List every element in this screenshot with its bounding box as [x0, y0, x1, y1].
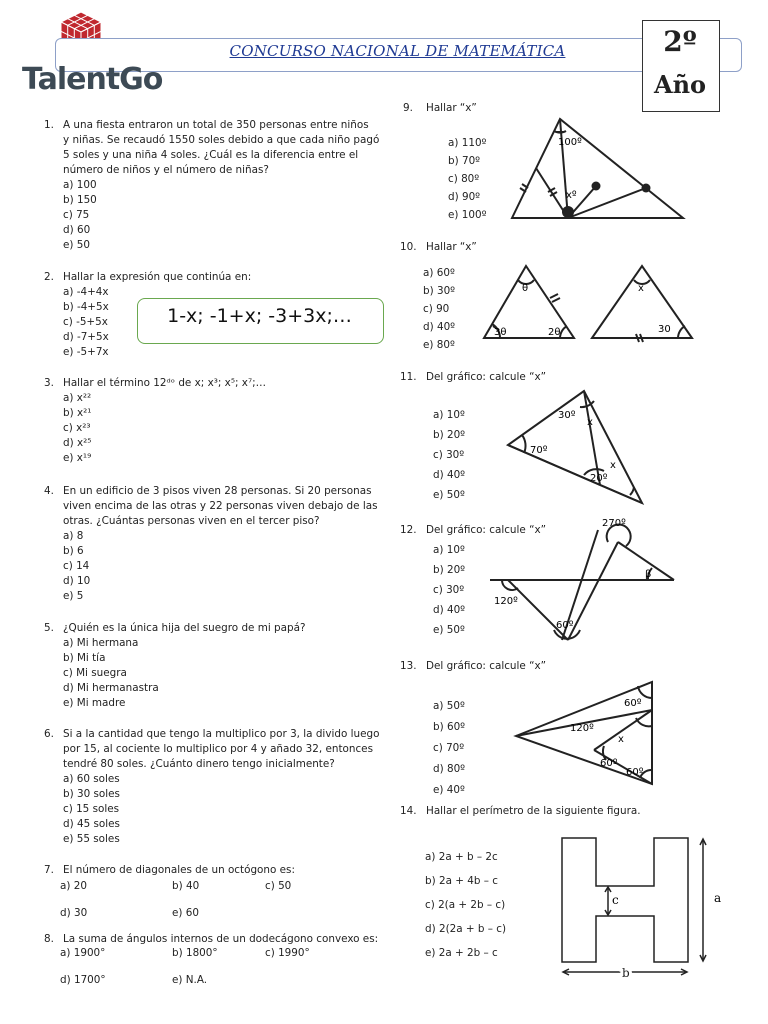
answer-option: e) x¹⁹ — [63, 452, 92, 464]
angle-label: 60º — [624, 698, 642, 709]
answer-option: c) 80º — [448, 173, 480, 185]
grade-word: Año — [653, 70, 707, 99]
answer-option: d) 40º — [433, 604, 466, 616]
question-number: 4. — [44, 485, 54, 497]
figure-q14-h-shape — [556, 830, 726, 985]
question-stem-line: número de niños y el número de niñas? — [63, 164, 269, 176]
answer-option: e) -5+7x — [63, 346, 109, 358]
answer-option: a) 50º — [433, 700, 465, 712]
answer-option: e) 40º — [433, 784, 465, 796]
question-number: 1. — [44, 119, 54, 131]
angle-label: x — [618, 734, 624, 745]
question-4 — [44, 484, 389, 604]
angle-label: β — [645, 569, 652, 580]
answer-option: d) 1700° — [60, 974, 106, 986]
answer-option: d) 30 — [60, 907, 88, 919]
answer-option: e) Mi madre — [63, 697, 126, 709]
answer-option: c) 70º — [433, 742, 465, 754]
question-6 — [44, 727, 389, 847]
angle-label: xº — [566, 190, 577, 201]
answer-option: c) 30º — [433, 449, 465, 461]
answer-option: a) -4+4x — [63, 286, 109, 298]
answer-option: c) 30º — [433, 584, 465, 596]
answer-option: c) 50 — [265, 880, 292, 892]
question-number: 9. — [403, 102, 413, 114]
question-number: 11. — [400, 371, 417, 383]
answer-option: a) 2a + b – 2c — [425, 851, 498, 863]
angle-label: 20º — [590, 473, 608, 484]
answer-option: a) 60 soles — [63, 773, 120, 785]
angle-label: 120º — [570, 723, 594, 734]
question-stem-line: viven encima de las otras y 22 personas viven debajo de las — [63, 500, 378, 512]
answer-option: c) 15 soles — [63, 803, 120, 815]
answer-option: c) x²³ — [63, 422, 91, 434]
question-number: 2. — [44, 271, 54, 283]
answer-option: a) 100 — [63, 179, 97, 191]
question-stem-line: Del gráfico: calcule “x” — [426, 660, 546, 672]
question-stem-line: otras. ¿Cuántas personas viven en el tercer piso? — [63, 515, 320, 527]
angle-label: 60º — [600, 758, 618, 769]
contest-title: CONCURSO NACIONAL DE MATEMÁTICA — [229, 42, 566, 60]
answer-option: e) 50º — [433, 489, 465, 501]
question-number: 13. — [400, 660, 417, 672]
angle-label: θ — [522, 283, 529, 294]
answer-option: b) x²¹ — [63, 407, 92, 419]
answer-option: c) 2(a + 2b – c) — [425, 899, 506, 911]
question-number: 10. — [400, 241, 417, 253]
answer-option: a) x²² — [63, 392, 92, 404]
answer-option: e) 2a + 2b – c — [425, 947, 498, 959]
question-stem-line: El número de diagonales de un octógono es: — [63, 864, 295, 876]
answer-option: d) x²⁵ — [63, 437, 92, 449]
angle-label: 70º — [530, 445, 548, 456]
angle-label: 30 — [658, 324, 671, 335]
answer-option: d) 80º — [433, 763, 466, 775]
angle-label: x — [638, 283, 644, 294]
figure-q12-lines — [490, 512, 680, 647]
answer-option: c) 14 — [63, 560, 90, 572]
answer-option: d) 60 — [63, 224, 91, 236]
answer-option: a) 10º — [433, 409, 465, 421]
question-stem-line: Hallar el perímetro de la siguiente figura. — [426, 805, 641, 817]
answer-option: d) 2(2a + b – c) — [425, 923, 507, 935]
answer-option: a) Mi hermana — [63, 637, 139, 649]
answer-option: b) 1800° — [172, 947, 218, 959]
answer-option: e) N.A. — [172, 974, 208, 986]
question-number: 12. — [400, 524, 417, 536]
answer-option: a) 20 — [60, 880, 87, 892]
answer-option: a) 10º — [433, 544, 465, 556]
answer-option: e) 55 soles — [63, 833, 120, 845]
angle-label: 100º — [558, 137, 582, 148]
answer-option: a) 8 — [63, 530, 84, 542]
dimension-label: b — [622, 966, 630, 980]
question-1 — [44, 118, 389, 253]
answer-option: d) 40º — [433, 469, 466, 481]
figure-q10-triangles — [478, 258, 698, 344]
figure-q9-triangle — [500, 112, 690, 224]
answer-option: e) 60 — [172, 907, 199, 919]
question-stem-line: La suma de ángulos internos de un dodecágono convexo es: — [63, 933, 379, 945]
question-stem-line: Si a la cantidad que tengo la multiplico por 3, la divido luego — [63, 728, 380, 740]
answer-option: e) 80º — [423, 339, 455, 351]
question-stem-line: Del gráfico: calcule “x” — [426, 371, 546, 383]
figure-q13-triangle — [510, 680, 660, 790]
angle-label: 3θ — [494, 327, 507, 338]
question-3 — [44, 376, 389, 466]
answer-option: b) 150 — [63, 194, 97, 206]
question-stem-line: Hallar “x” — [426, 241, 477, 253]
angle-label: 2θ — [548, 327, 561, 338]
answer-option: e) 50 — [63, 239, 90, 251]
angle-label: x — [587, 417, 593, 428]
question-stem-line: por 15, al cociente lo multiplico por 4 y añado 32, entonces — [63, 743, 373, 755]
answer-option: a) 110º — [448, 137, 487, 149]
angle-label: 270º — [602, 518, 626, 529]
answer-option: b) 30º — [423, 285, 456, 297]
question-stem-line: Hallar “x” — [426, 102, 477, 114]
question-stem-line: En un edificio de 3 pisos viven 28 personas. Si 20 personas — [63, 485, 372, 497]
answer-option: a) 60º — [423, 267, 455, 279]
answer-option: b) 20º — [433, 429, 466, 441]
answer-option: b) 6 — [63, 545, 84, 557]
question-5 — [44, 621, 389, 711]
dimension-label: c — [612, 893, 619, 907]
answer-option: d) 45 soles — [63, 818, 120, 830]
question-stem-line: Hallar la expresión que continúa en: — [63, 271, 252, 283]
question-number: 7. — [44, 864, 54, 876]
answer-option: b) 30 soles — [63, 788, 120, 800]
answer-option: e) 5 — [63, 590, 84, 602]
question-stem-line: Del gráfico: calcule “x” — [426, 524, 546, 536]
answer-option: c) Mi suegra — [63, 667, 127, 679]
answer-option: d) Mi hermanastra — [63, 682, 159, 694]
question-number: 3. — [44, 377, 54, 389]
answer-option: c) 75 — [63, 209, 90, 221]
answer-option: b) Mi tía — [63, 652, 106, 664]
answer-option: c) 90 — [423, 303, 450, 315]
question-number: 8. — [44, 933, 54, 945]
answer-option: c) -5+5x — [63, 316, 108, 328]
figure-q11-triangle — [500, 385, 650, 510]
answer-option: c) 1990° — [265, 947, 310, 959]
sequence-text: 1-x; -1+x; -3+3x;… — [167, 305, 352, 327]
dimension-label: a — [714, 891, 722, 905]
answer-option: e) 50º — [433, 624, 465, 636]
question-stem-line: Hallar el término 12ᵈᵒ de x; x³; x⁵; x⁷;… — [63, 377, 267, 389]
question-number: 14. — [400, 805, 417, 817]
answer-option: e) 100º — [448, 209, 487, 221]
answer-option: b) 70º — [448, 155, 481, 167]
angle-label: 60º — [556, 620, 574, 631]
answer-option: b) 2a + 4b – c — [425, 875, 498, 887]
answer-option: b) 20º — [433, 564, 466, 576]
answer-option: b) -4+5x — [63, 301, 109, 313]
question-stem-line: tendré 80 soles. ¿Cuánto dinero tengo inicialmente? — [63, 758, 335, 770]
answer-option: d) 40º — [423, 321, 456, 333]
grade-number: 2º — [663, 25, 697, 58]
answer-option: b) 60º — [433, 721, 466, 733]
answer-option: a) 1900° — [60, 947, 106, 959]
question-number: 6. — [44, 728, 54, 740]
answer-option: d) -7+5x — [63, 331, 109, 343]
answer-option: d) 90º — [448, 191, 481, 203]
angle-label: 60º — [626, 767, 644, 778]
answer-option: d) 10 — [63, 575, 91, 587]
angle-label: x — [610, 460, 616, 471]
brand-name: TalentGo — [22, 62, 163, 97]
angle-label: 120º — [494, 596, 518, 607]
angle-label: 30º — [558, 410, 576, 421]
question-stem-line: ¿Quién es la única hija del suegro de mi papá? — [63, 622, 306, 634]
question-stem-line: 5 soles y una niña 4 soles. ¿Cuál es la diferencia entre el — [63, 149, 359, 161]
question-stem-line: y niñas. Se recaudó 1550 soles debido a que cada niño pagó — [63, 134, 380, 146]
question-stem-line: A una fiesta entraron un total de 350 personas entre niños — [63, 119, 369, 131]
question-number: 5. — [44, 622, 54, 634]
answer-option: b) 40 — [172, 880, 200, 892]
